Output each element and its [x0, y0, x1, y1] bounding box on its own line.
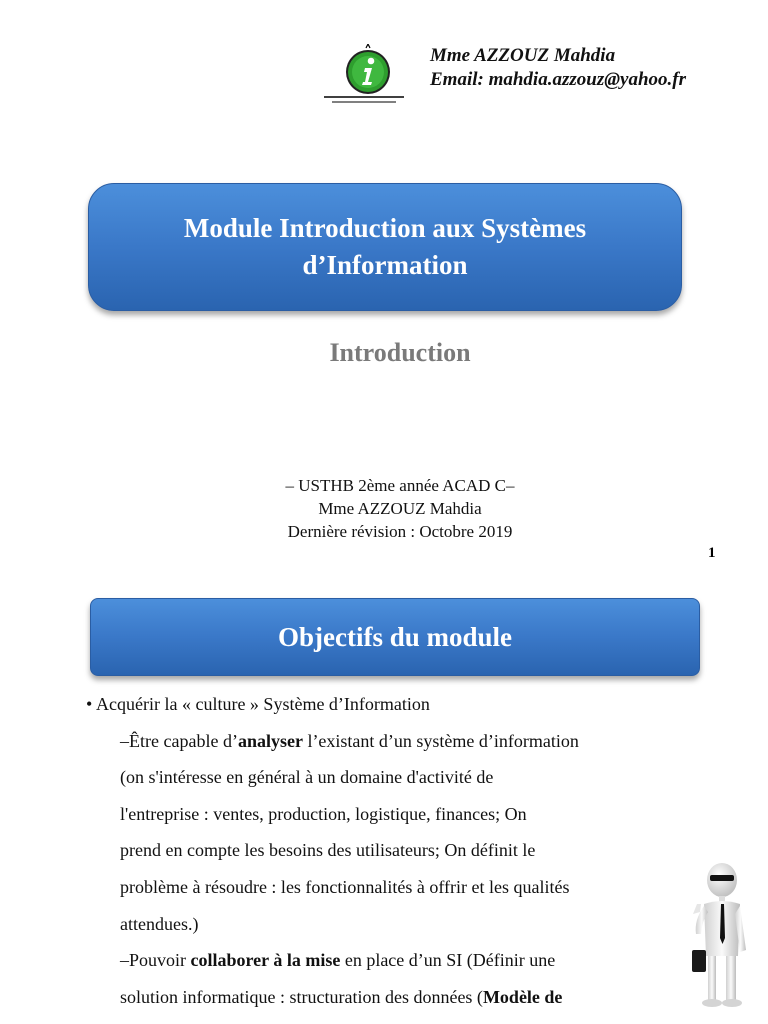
bold-run: analyser [237, 730, 303, 751]
text-run: –Être capable d’ [120, 730, 238, 751]
module-title-line2: d’Information [302, 250, 468, 280]
page-number: 1 [708, 545, 716, 561]
author-block [430, 44, 686, 92]
bold-run: collaborer à la mise [190, 950, 341, 971]
businessman-figure [686, 858, 752, 1008]
course-info [0, 474, 768, 543]
bullet-mark: • [86, 694, 93, 714]
text-run: en place d’un SI (Définir une [340, 950, 556, 971]
course-info-line2: Mme AZZOUZ Mahdia [318, 499, 482, 518]
text-run: –Pouvoir [120, 950, 191, 971]
course-info-line1: – USTHB 2ème année ACAD C– [285, 476, 515, 495]
objective-line [86, 723, 696, 760]
objective-line [86, 979, 696, 1016]
module-title-banner [88, 183, 682, 311]
businessman-figure-icon [686, 858, 752, 1008]
objective-line: (on s'intéresse en général à un domaine d'activité de [120, 767, 494, 788]
bold-run: Modèle de [482, 986, 563, 1007]
author-email: Email: mahdia.azzouz@yahoo.fr [430, 69, 686, 90]
objective-line [86, 942, 696, 979]
objectives-body [86, 686, 696, 1015]
text-run: solution informatique : structuration des données ( [120, 986, 483, 1007]
objective-text: Acquérir la « culture » Système d’Information [96, 694, 430, 714]
objective-bullet [86, 686, 696, 723]
objective-line: attendues.) [120, 913, 199, 934]
objective-line: problème à résoudre : les fonctionnalités à offrir et les qualités [120, 876, 570, 897]
objective-line: l'entreprise : ventes, production, logistique, finances; On [120, 803, 527, 824]
course-info-line3: Dernière révision : Octobre 2019 [287, 522, 513, 541]
info-logo [322, 44, 406, 106]
module-title-line1: Module Introduction aux Systèmes [183, 213, 587, 243]
objectives-banner [90, 598, 700, 676]
slide-subtitle: Introduction [329, 338, 471, 367]
objectives-title: Objectifs du module [277, 621, 512, 652]
objective-line: prend en compte les besoins des utilisateurs; On définit le [120, 840, 536, 861]
info-icon [322, 44, 406, 106]
author-name: Mme AZZOUZ Mahdia [430, 45, 616, 66]
text-run: l’existant d’un système d’information [302, 730, 579, 751]
